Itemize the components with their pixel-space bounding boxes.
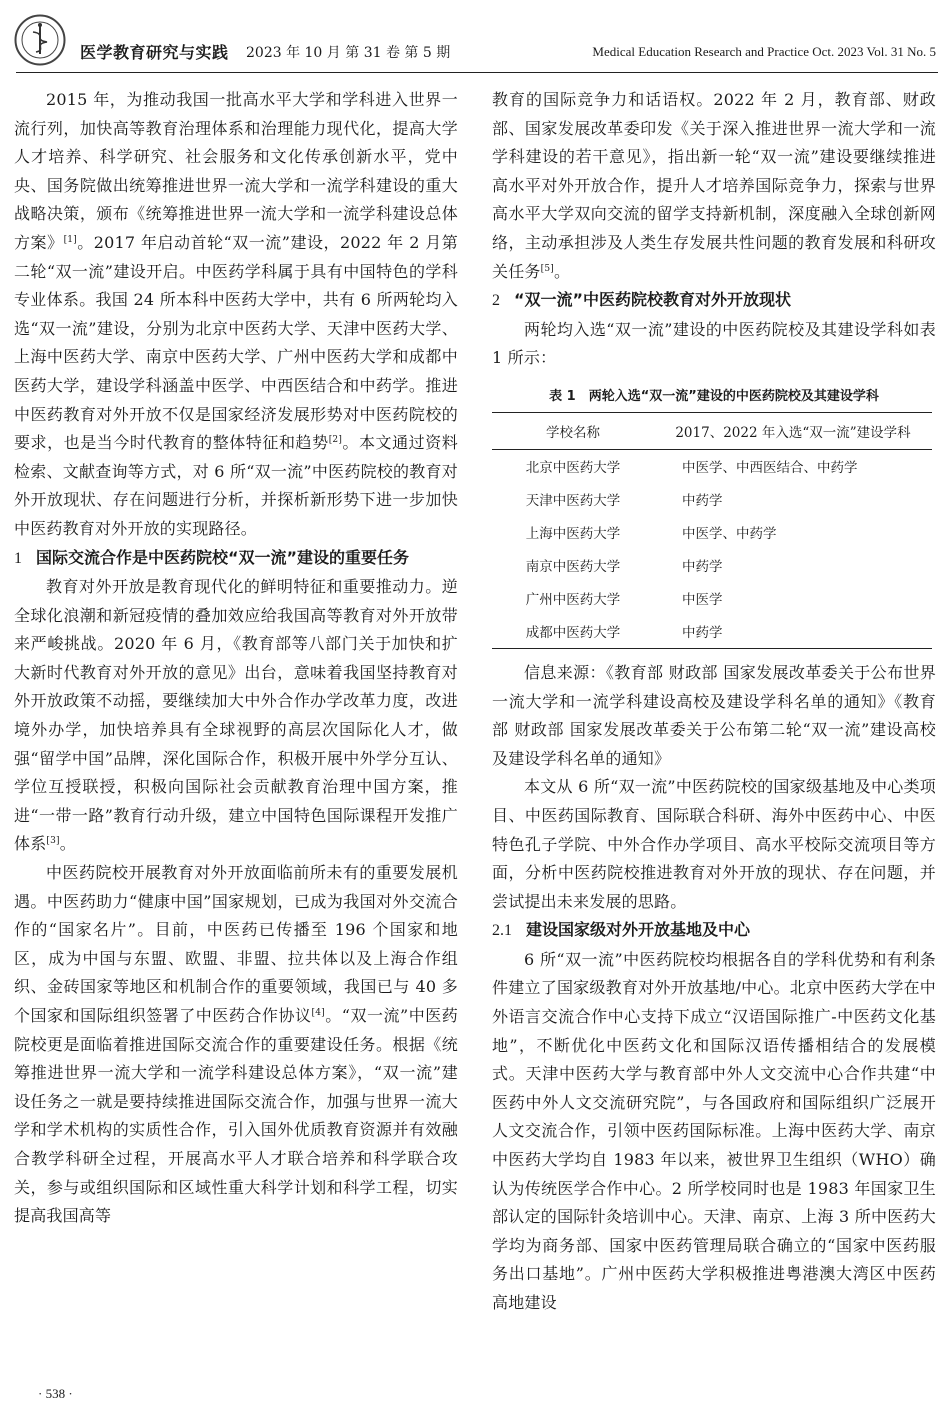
intro-paragraph: 2015 年，为推动我国一批高水平大学和学科进入世界一流行列，加快高等教育治理体系和治理能力现代化，提高大学人才培养、科学研究、社会服务和文化传承创新水平，党中央、国务院做出统筹推进世界一流大学和一流学科建设的重大战略决策，颁布《统筹推进世界一流大学和一流学科建设总体方案》[1]。2017 年启动首轮“双一流”建设，2022 年 2 月第二轮“双一流”建设开启。中医药学科属于具有中国特色的学科专业体系。我国 24 所本科中医药大学中，共有 6 所两轮均入选“双一流”建设，分别为北京中医药大学、天津中医药大学、上海中医药大学、南京中医药大学、广州中医药大学和成都中医药大学，建设学科涵盖中医学、中西医结合和中药学。推进中医药教育对外开放不仅是国家经济发展形势对中医药院校的要求，也是当今时代教育的整体特征和趋势[2]。本文通过资料检索、文献查询等方式，对 6 所“双一流”中医药院校的教育对外开放现状、存在问题进行分析，并探析新形势下进一步加快中医药教育对外开放的实现路径。 (14, 90, 458, 538)
page-number: · 538 · (38, 1386, 73, 1401)
table-caption: 表 1 两轮入选“双一流”建设的中医药院校及其建设学科 (549, 388, 879, 404)
table-header-school: 学校名称 (492, 412, 654, 449)
header-divider (16, 72, 938, 73)
journal-emblem-icon (14, 14, 66, 66)
section-1-paragraph-1: 教育对外开放是教育现代化的鲜明特征和重要推动力。逆全球化浪潮和新冠疫情的叠加效应给我国高等教育对外开放带来严峻挑战。2020 年 6 月，《教育部等八部门关于加快和扩大新时代教育对外开放的意见》出台，意味着我国坚持教育对外开放政策不动摇，要继续加大中外合作办学改革力度，改进境外办学，加快培养具有全球视野的高层次国际化人才，做强“留学中国”品牌，深化国际合作，积极开展中外学分互认、学位互授联授，积极向国际社会贡献教育治理中国方案，推进“一带一路”教育行动升级，建立中国特色国际课程开发推广体系[3]。 (14, 577, 458, 854)
table-row (492, 483, 932, 516)
left-column (14, 86, 458, 1231)
table-cell-disciplines: 中医学、中西医结合、中药学 (682, 460, 858, 477)
journal-title-en: Medical Education Research and Practice Oct. 2023 Vol. 31 No. 5 (592, 44, 936, 59)
section-2-1-heading: 2.1 建设国家级对外开放基地及中心 (492, 920, 751, 940)
section-2-heading: 2 “双一流”中医药院校教育对外开放现状 (492, 290, 792, 310)
section-2-1-paragraph-1: 6 所“双一流”中医药院校均根据各自的学科优势和有利条件建立了国家级教育对外开放基地/中心。北京中医药大学在中外语言交流合作中心支持下成立“汉语国际推广-中医药文化基地”，不断优化中医药文化和国际汉语传播相结合的发展模式。天津中医药大学与教育部中外人文交流中心合作共建“中医药中外人文交流研究院”，与各国政府和国际组织广泛展开人文交流合作，引领中医药国际标准。上海中医药大学、南京中医药大学均自 1983 年以来，被世界卫生组织（WHO）确认为传统医学合作中心。2 所学校同时也是 1983 年国家卫生部认定的国际针灸培训中心。天津、南京、上海 3 所中医药大学均为商务部、国家中医药管理局联合确立的“国家中医药服务出口基地”。广州中医药大学积极推进粤港澳大湾区中医药高地建设 (492, 949, 936, 1312)
table-cell-disciplines: 中医学 (682, 592, 723, 609)
table-cell-school: 南京中医药大学 (525, 559, 621, 576)
table-cell-school: 广州中医药大学 (525, 592, 621, 609)
section-1-paragraph-2-continued: 教育的国际竞争力和话语权。2022 年 2 月，教育部、财政部、国家发展改革委印发《关于深入推进世界一流大学和一流学科建设的若干意见》，指出新一轮“双一流”建设要继续推进高水平对外开放合作，提升人才培养国际竞争力，探索与世界高水平大学双向交流的留学支持新机制，深度融入全球创新网络，主动承担涉及人类生存发展共性问题的教育发展和科研攻关任务[5]。 (492, 90, 936, 281)
table-row (492, 449, 932, 483)
section-1-paragraph-2: 中医药院校开展教育对外开放面临前所未有的重要发展机遇。中医药助力“健康中国”国家规划，已成为我国对外交流合作的“国家名片”。目前，中医药已传播至 196 个国家和地区，成为中国与东盟、欧盟、非盟、拉共体以及上海合作组织、金砖国家等地区和机制合作的重要领域，我国已与 40 多个国家和国际组织签署了中医药合作协议[4]。“双一流”中医药院校更是面临着推进国际交流合作的重要建设任务。根据《统筹推进世界一流大学和一流学科建设总体方案》，“双一流”建设任务之一就是要持续推进国际交流合作，加强与世界一流大学和学术机构的实质性合作，引入国外优质教育资源并有效融合教学科研全过程，开展高水平人才联合培养和科学联合攻关，参与或组织国际和区域性重大科学计划和科学工程，切实提高我国高等 (14, 863, 458, 1226)
table-row (492, 615, 932, 649)
table-cell-school: 上海中医药大学 (525, 526, 621, 543)
table-header-disciplines: 2017、2022 年入选“双一流”建设学科 (654, 412, 932, 449)
table-cell-school: 北京中医药大学 (525, 460, 621, 477)
table-row (492, 549, 932, 582)
table-cell-disciplines: 中药学 (682, 493, 723, 510)
table-row (492, 516, 932, 549)
universities-table (492, 412, 932, 649)
table-row (492, 582, 932, 615)
section-2-paragraph-1: 本文从 6 所“双一流”中医药院校的国家级基地及中心类项目、中医药国际教育、国际联合科研、海外中医药中心、中医特色孔子学院、中外合作办学项目、高水平校际交流项目等方面，分析中医药院校推进教育对外开放的现状、存在问题，并尝试提出未来发展的思路。 (492, 777, 936, 911)
page-header (0, 0, 950, 80)
table-cell-school: 成都中医药大学 (492, 615, 654, 649)
table-cell-disciplines: 中医学、中药学 (682, 526, 777, 543)
table-cell-school: 天津中医药大学 (525, 493, 621, 510)
table-header-row (492, 412, 932, 449)
table-intro: 两轮均入选“双一流”建设的中医药院校及其建设学科如表 1 所示： (492, 319, 936, 368)
table-source-note: 信息来源：《教育部 财政部 国家发展改革委关于公布世界一流大学和一流学科建设高校及建设学科名单的通知》《教育部 财政部 国家发展改革委关于公布第二轮“双一流”建设高校及建设学科名单的通知》 (492, 662, 936, 768)
right-column (492, 86, 936, 1318)
journal-title-cn: 医学教育研究与实践 (80, 43, 229, 62)
table-cell-disciplines: 中药学 (682, 559, 723, 576)
table-cell-disciplines: 中药学 (654, 615, 932, 649)
section-1-heading: 1 国际交流合作是中医药院校“双一流”建设的重要任务 (14, 547, 410, 567)
issue-info-cn: 2023 年 10 月 第 31 卷 第 5 期 (246, 45, 451, 61)
